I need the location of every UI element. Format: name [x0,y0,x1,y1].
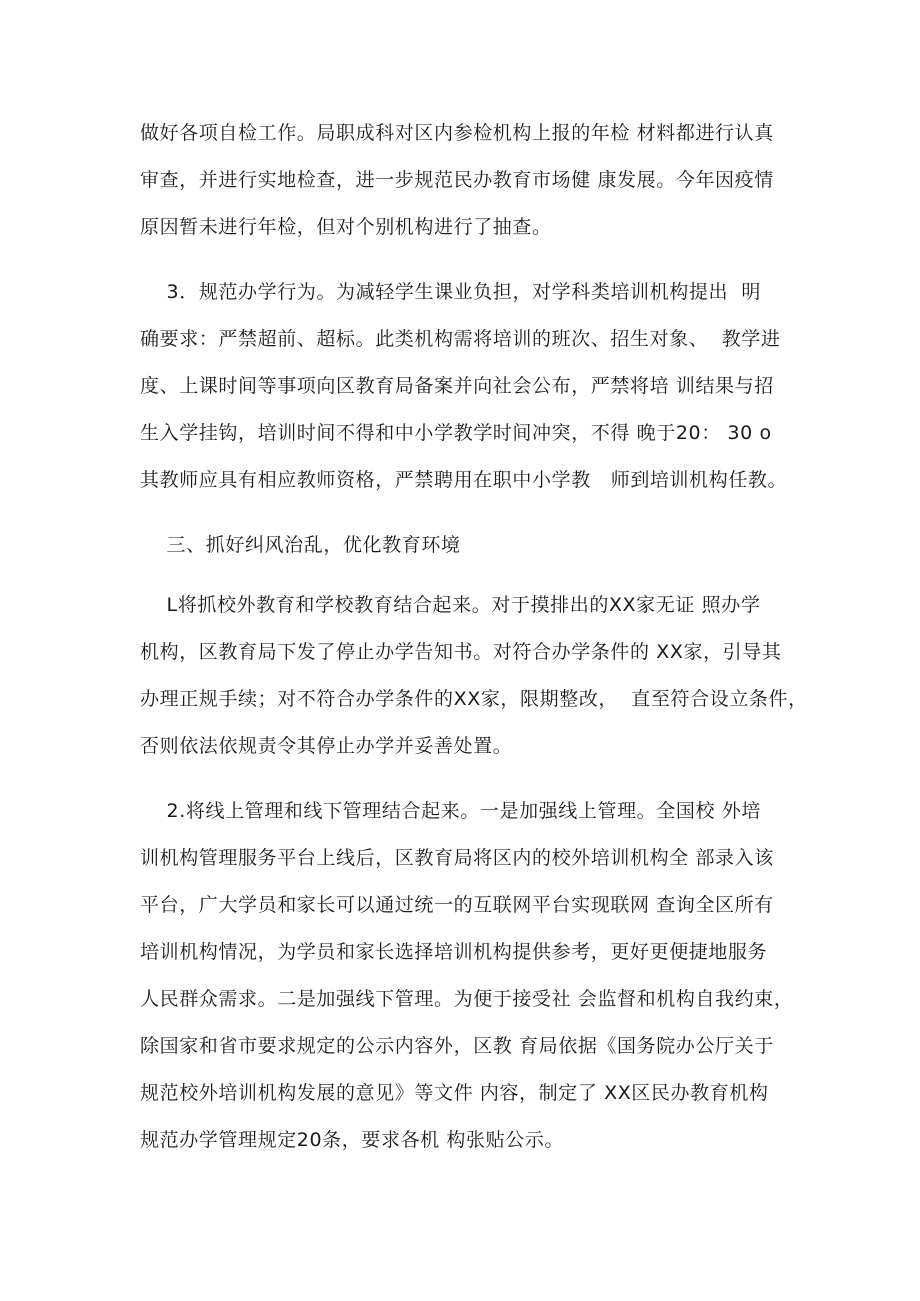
text-line: 确要求：严禁超前、超标。此类机构需将培训的班次、招生对象、 教学进 [140,328,781,350]
text-line: 3．规范办学行为。为减轻学生课业负担，对学科类培训机构提出 明 [140,281,761,303]
text-line: L将抓校外教育和学校教育结合起来。对于摸排出的XX家无证 照办学 [140,594,761,616]
text-line: 审查，并进行实地检查，进一步规范民办教育市场健 康发展。今年因疫情 [140,169,774,191]
text-line: 规范办学管理规定20条，要求各机 构张贴公示。 [140,1129,565,1151]
text-line: 训机构管理服务平台上线后，区教育局将区内的校外培训机构全 部录入该 [140,847,774,869]
text-line: 机构，区教育局下发了停止办学告知书。对符合办学条件的 XX家，引导其 [140,641,782,663]
text-line: 规范校外培训机构发展的意见》等文件 内容，制定了 XX区民办教育机构 [140,1082,769,1104]
text-line: 做好各项自检工作。局职成科对区内参检机构上报的年检 材料都进行认真 [140,122,774,144]
text-line: 人民群众需求。二是加强线下管理。为便于接受社 会监督和机构自我约束， [140,988,794,1010]
text-line: 度、上课时间等事项向区教育局备案并向社会公布，严禁将培 训结果与招 [140,375,774,397]
text-line: 除国家和省市要求规定的公示内容外，区教 育局依据《国务院办公厅关于 [140,1035,774,1057]
text-line: 生入学挂钩，培训时间不得和中小学教学时间冲突，不得 晚于20： 30 o [140,422,772,444]
text-line: 培训机构情况，为学员和家长选择培训机构提供参考，更好更便捷地服务 [140,941,768,963]
text-line: 平台，广大学员和家长可以通过统一的互联网平台实现联网 查询全区所有 [140,894,774,916]
text-line: 原因暂未进行年检，但对个别机构进行了抽查。 [140,216,552,238]
text-line: 2.将线上管理和线下管理结合起来。一是加强线上管理。全国校 外培 [140,800,761,822]
text-line: 办理正规手续；对不符合办学条件的XX家，限期整改， 直至符合设立条件， [140,688,808,710]
section-heading: 三、抓好纠风治乱，优化教育环境 [140,534,461,556]
text-line: 其教师应具有相应教师资格，严禁聘用在职中小学教 师到培训机构任教。 [140,469,788,491]
text-line: 否则依法依规责令其停止办学并妥善处置。 [140,735,513,757]
